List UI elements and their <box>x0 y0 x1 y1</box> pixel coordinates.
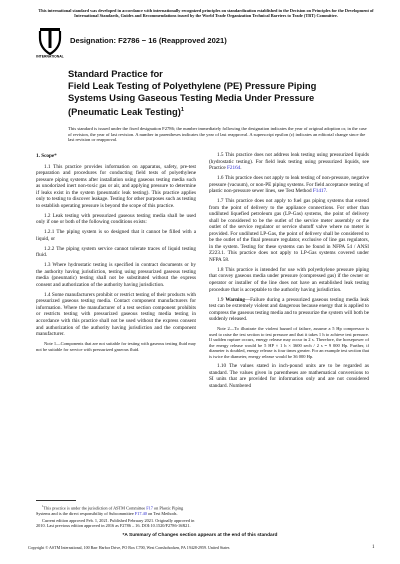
section-1-5-text: 1.5 This practice does not address leak testing using pressurized liquids (hydrostatic testing). For field leak testing using pressurized liquids, see Practice <box>209 152 369 172</box>
footnote-2: Current edition approved Feb. 1, 2021. Published February 2021. Originally approved in 2010. Last previous edition approved in 2016 as F2786 – 16. DOI:10.1520/F2786-16R21. <box>36 518 195 529</box>
title-line-4 <box>68 104 368 118</box>
logo-text: INTERNATIONAL <box>36 54 64 58</box>
title-line-2: Field Leak Testing of Polyethylene (PE) Pressure Piping <box>68 80 317 91</box>
section-1-2: 1.2 Leak testing with pressurized gaseous testing media shall be used only if one or both of the following conditions exists: <box>36 212 196 226</box>
section-1-5-end: . <box>240 165 242 172</box>
footnotes <box>36 500 196 531</box>
section-1-6-end: . <box>326 188 328 195</box>
section-1-7: 1.7 This practice does not apply to fuel gas piping systems that extend from the point of delivery to the appliance connections. For other than undiluted liquefied petroleum gas (LP-Gas) systems, the point of delivery shall be considered to be the outlet of the service meter assembly or the outlet of the service regulator or service shutoff valve where no meter is provided. For undiluted LP-Gas, the point of delivery shall be considered to be the outlet of the final pressure regulator, exclusive of line gas regulators, in the system. Testing for these systems can be found in NFPA 54 / ANSI Z223.1. This practice does not apply to LP-Gas systems covered under NFPA 58. <box>209 198 369 263</box>
standard-note: This standard is issued under the fixed designation F2786; the number immediately following the designation indicates the year of original adoption or, in the case of revision, the year of last revision. A number in parentheses indicates the year of last reapproval. A superscript epsilon (ε) indicates an editorial change since the last revision or reapproval. <box>68 126 367 143</box>
copyright-line: Copyright © ASTM International, 100 Barr Harbor Drive, PO Box C700, West Conshohocken, PA 19428-2959. United States <box>28 545 230 550</box>
section-1-6 <box>209 175 369 195</box>
page-number: 1 <box>372 545 375 550</box>
scope-heading: 1. Scope* <box>36 153 57 159</box>
link-f17-40[interactable]: F17.40 <box>134 510 147 516</box>
astm-logo <box>36 26 64 58</box>
left-column <box>36 152 196 356</box>
link-f2164[interactable]: F2164 <box>227 165 241 172</box>
title-block <box>68 68 368 118</box>
link-f1417[interactable]: F1417 <box>312 188 327 195</box>
section-1-8: 1.8 This practice is intended for use with polyethylene pressure piping that convey gaseous media under pressure (compressed gas) if the owner or operator or installer of the line does not have an established leak testing procedure that is acceptable to the authority having jurisdiction. <box>209 266 369 293</box>
designation: Designation: F2786 − 16 (Reapproved 2021) <box>70 36 227 45</box>
footnote-rule <box>36 500 76 501</box>
footnote-1-text-b: on Plastic Piping Systems and is the direct responsibility of Subcommittee <box>36 505 184 516</box>
warning-label: Warning <box>225 296 245 303</box>
section-1-5 <box>209 152 369 172</box>
note-1: Note 1—Components that are not suitable for testing with gaseous testing fluid may not be suitable for service with pressurized gaseous fluid. <box>36 341 196 352</box>
section-1-3: 1.3 Where hydrostatic testing is specified in contract documents or by the authority having jurisdiction, testing using pressurized gaseous testing media (pneumatic) testing shall not be substituted without the express consent and authorization of the authority having jurisdiction. <box>36 262 196 288</box>
title-footnote-mark: 1 <box>180 107 184 113</box>
title-line-3: Systems Using Gaseous Testing Media Under Pressure <box>68 92 315 103</box>
tbt-notice: This international standard was developed in accordance with internationally recognized principles on standardization established in the Decision on Principles for the Development of International Standards, Guides and Recommendations issued by the World Trade Organization Technical Barriers to Trade (TBT) Committee. <box>38 8 374 19</box>
section-1-10: 1.10 The values stated in inch-pound units are to be regarded as standard. The values given in parentheses are mathematical conversions to SI units that are provided for information only and are not considered standard. Numbered <box>209 363 369 389</box>
footnote-1 <box>36 504 196 516</box>
title-line-1: Standard Practice for <box>68 68 163 79</box>
title-line-4-text: (Pneumatic Leak Testing) <box>68 106 181 118</box>
section-1-6-text: 1.6 This practice does not apply to leak testing of non-pressure, negative pressure (vacuum), or non-PE piping systems. For field acceptance testing of plastic non-pressure sewer lines, see Test Method <box>209 175 369 195</box>
section-1-1: 1.1 This practice provides information on apparatus, safety, pre-test preparation and procedures for conducting field tests of polyethylene pressure piping systems after installation using gaseous testing media such as unodorized inert non-toxic gas or air, and applying pressure to determine if leaks exist in the system (pneumatic leak testing). This practice applies only to testing to discover leakage. Testing for other purposes such as testing to establish operating pressure is beyond the scope of this practice. <box>36 163 196 209</box>
footnote-1-text-a: This practice is under the jurisdiction of ASTM Committee <box>43 505 147 511</box>
right-column <box>209 152 369 393</box>
summary-of-changes-note: *A Summary of Changes section appears at the end of this standard <box>122 533 278 538</box>
section-1-9-text: —Failure during a pressurized gaseous testing media leak test can be extremely violent and dangerous because energy that is applied to compress the gaseous testing media and to pressurize the system will both be suddenly released. <box>209 296 370 323</box>
note-2: Note 2—To illustrate the violent hazard of failure, assume a 5 Hp compressor is used to raise the test section to test pressure and that it takes 1 h to achieve test pressure. If sudden rupture occurs, energy release may occur in 2 s. Therefore, the horsepower of the energy release would be 5 HP × 1 h × 3600 sech / 2 s = 9 000 Hp. Further, if diameter is doubled, energy release is four times greater. For an example test section that is twice the diameter, energy release would be 36 000 Hp. <box>209 326 369 360</box>
section-1-9-number: 1.9 <box>217 296 226 303</box>
footnote-1-text-c: on Test Methods. <box>146 510 178 516</box>
section-1-9 <box>209 297 369 323</box>
section-1-2-2: 1.2.2 The piping system service cannot tolerate traces of liquid testing fluid. <box>36 245 196 259</box>
footnote-1-mark: 1 <box>42 504 44 508</box>
link-f17[interactable]: F17 <box>146 505 153 511</box>
section-1-4: 1.4 Some manufacturers prohibit or restrict testing of their products with pressurized gaseous testing media. Contact component manufacturers for information. Where the manufacturer of a test section component prohibits or restricts testing with pressurized gaseous testing media testing in accordance with this practice shall not be used without the express consent and authorization of the authority having jurisdiction and the component manufacturer. <box>36 291 196 338</box>
section-1-2-1: 1.2.1 The piping system is so designed that it cannot be filled with a liquid, or <box>36 229 196 242</box>
